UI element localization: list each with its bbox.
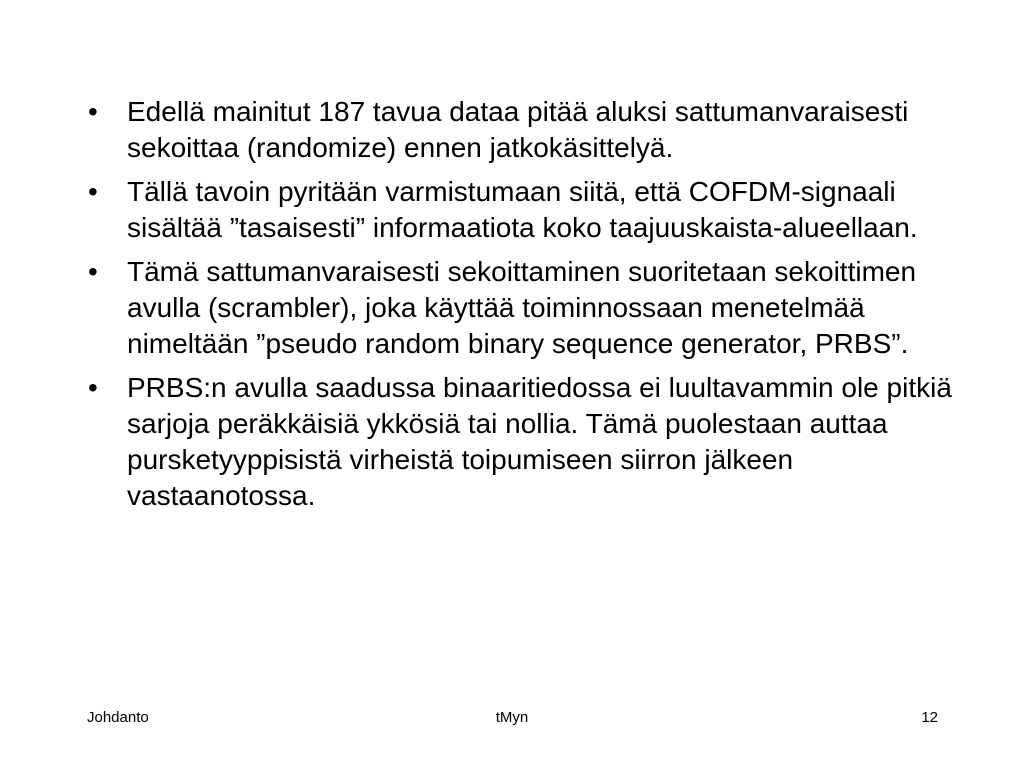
bullet-icon: • (88, 372, 98, 403)
bullet-icon: • (88, 176, 98, 207)
bullet-item (88, 370, 958, 514)
bullet-item (88, 254, 958, 362)
bullet-list (88, 94, 958, 522)
bullet-icon: • (88, 96, 98, 127)
footer-author: tMyn (495, 709, 529, 726)
bullet-text: Edellä mainitut 187 tavua dataa pitää aluksi sattumanvaraisesti sekoittaa (randomize) ennen jatkokäsittelyä. (127, 96, 909, 163)
footer-section-title: Johdanto (87, 709, 149, 726)
bullet-item (88, 174, 958, 246)
bullet-text: PRBS:n avulla saadussa binaaritiedossa ei luultavammin ole pitkiä sarjoja peräkkäisiä ykkösiä tai nollia. Tämä puolestaan auttaa pursketyyppisistä virheistä toipumiseen siirron jälkeen vastaanotossa. (127, 372, 952, 511)
bullet-text: Tällä tavoin pyritään varmistumaan siitä, että COFDM-signaali sisältää ”tasaisesti” informaatiota koko taajuuskaista-alueellaan. (127, 176, 918, 243)
footer-page-number: 12 (921, 709, 938, 726)
bullet-item (88, 94, 958, 166)
bullet-icon: • (88, 256, 98, 287)
bullet-text: Tämä sattumanvaraisesti sekoittaminen suoritetaan sekoittimen avulla (scrambler), joka käyttää toiminnossaan menetelmää nimeltään ”pseudo random binary sequence generator, PRBS”. (127, 256, 917, 359)
